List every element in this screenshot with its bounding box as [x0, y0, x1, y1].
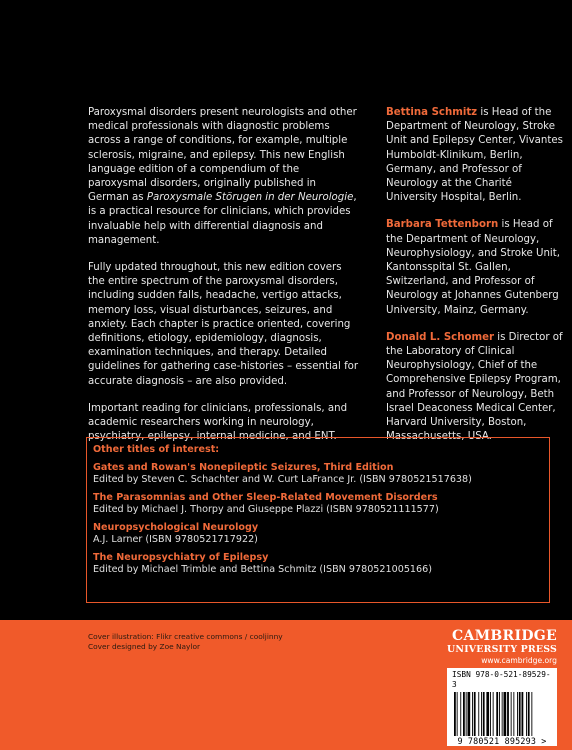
author-bio-text: is Director of the Laboratory of Clinical Neurophysiology, Chief of the Comprehensive Epilepsy Program, and Professor of Neurology, Beth Israel Deaconess Medical Center, Harvard University, Boston, Massachusetts, USA.: [386, 331, 563, 443]
author-bio-text: is Head of the Department of Neurology, Neurophysiology, and Stroke Unit, Kantonsspital St. Gallen, Switzerland, and Professor of Neurology at Johannes Gutenberg University, Mainz, Germany.: [386, 219, 560, 316]
isbn-label: ISBN 978-0-521-89529-3: [452, 670, 551, 689]
description-paragraph-1: [88, 106, 360, 248]
author-bio: [386, 331, 566, 445]
description-text: Paroxysmal disorders present neurologists and other medical professionals with diagnostic problems across a range of conditions, for example, multiple sclerosis, migraine, and epilepsy. This new English language edition of a compendium of the paroxysmal disorders, originally published in German as: [88, 107, 357, 204]
description-text: , is a practical resource for clinicians, which provides invaluable help with differential diagnosis and management.: [88, 192, 357, 246]
description-column: [88, 106, 360, 457]
publisher-sub: UNIVERSITY PRESS: [447, 644, 557, 655]
description-paragraph-3: Important reading for clinicians, professionals, and academic researchers working in neurology, psychiatry, epilepsy, internal medicine, and ENT.: [88, 402, 348, 443]
publisher-url: www.cambridge.org: [481, 656, 557, 665]
title-entry: [93, 462, 543, 487]
author-name: Donald L. Schomer: [386, 331, 494, 343]
author-name: Barbara Tettenborn: [386, 219, 499, 231]
title-name: The Parasomnias and Other Sleep-Related Movement Disorders: [93, 491, 438, 503]
title-entry: [93, 522, 543, 547]
other-titles-heading: Other titles of interest:: [93, 444, 220, 455]
title-name: The Neuropsychiatry of Epilepsy: [93, 551, 269, 563]
credit-line: Cover illustration: Flikr creative commons / cooljinny: [88, 632, 283, 641]
title-detail: Edited by Steven C. Schachter and W. Curt LaFrance Jr. (ISBN 9780521517638): [93, 474, 472, 485]
author-bio: [386, 218, 566, 317]
author-bio-text: is Head of the Department of Neurology, Stroke Unit and Epilepsy Center, Vivantes Humboldt-Klinikum, Berlin, Germany, and Professor of Neurology at the Charité University Hospital, Berlin.: [386, 107, 563, 204]
other-titles-box: [86, 437, 550, 603]
author-name: Bettina Schmitz: [386, 107, 478, 118]
publisher-name: CAMBRIDGE: [452, 628, 557, 644]
title-detail: A.J. Larner (ISBN 9780521717922): [93, 534, 258, 545]
description-paragraph-2: Fully updated throughout, this new edition covers the entire spectrum of the paroxysmal disorders, including sudden falls, headache, vertigo attacks, memory loss, visual disturbances, seizures, and anxiety. Each chapter is practice oriented, covering definitions, etiology, epidemiology, diagnosis, examination techniques, and therapy. Detailed guidelines for gathering case-histories – essential for accurate diagnosis – are also provided.: [88, 262, 359, 387]
footer-band: [0, 620, 572, 750]
title-name: Gates and Rowan's Nonepileptic Seizures, Third Edition: [93, 461, 394, 473]
title-entry: [93, 552, 543, 577]
author-bio: [386, 106, 566, 205]
title-name: Neuropsychological Neurology: [93, 521, 259, 533]
title-detail: Edited by Michael Trimble and Bettina Schmitz (ISBN 9780521005166): [93, 564, 432, 575]
original-title: Paroxysmale Störugen in der Neurologie: [146, 192, 354, 204]
credit-line: Cover designed by Zoe Naylor: [88, 642, 201, 651]
publisher-logo: [445, 628, 557, 667]
barcode-digits: 9 780521 895293 >: [457, 736, 547, 746]
cover-credits: [88, 632, 348, 652]
title-detail: Edited by Michael J. Thorpy and Giuseppe Plazzi (ISBN 9780521111577): [93, 504, 439, 515]
barcode-box: [447, 668, 557, 746]
barcode-icon: [452, 692, 552, 736]
authors-column: [386, 106, 566, 457]
title-entry: [93, 492, 543, 517]
